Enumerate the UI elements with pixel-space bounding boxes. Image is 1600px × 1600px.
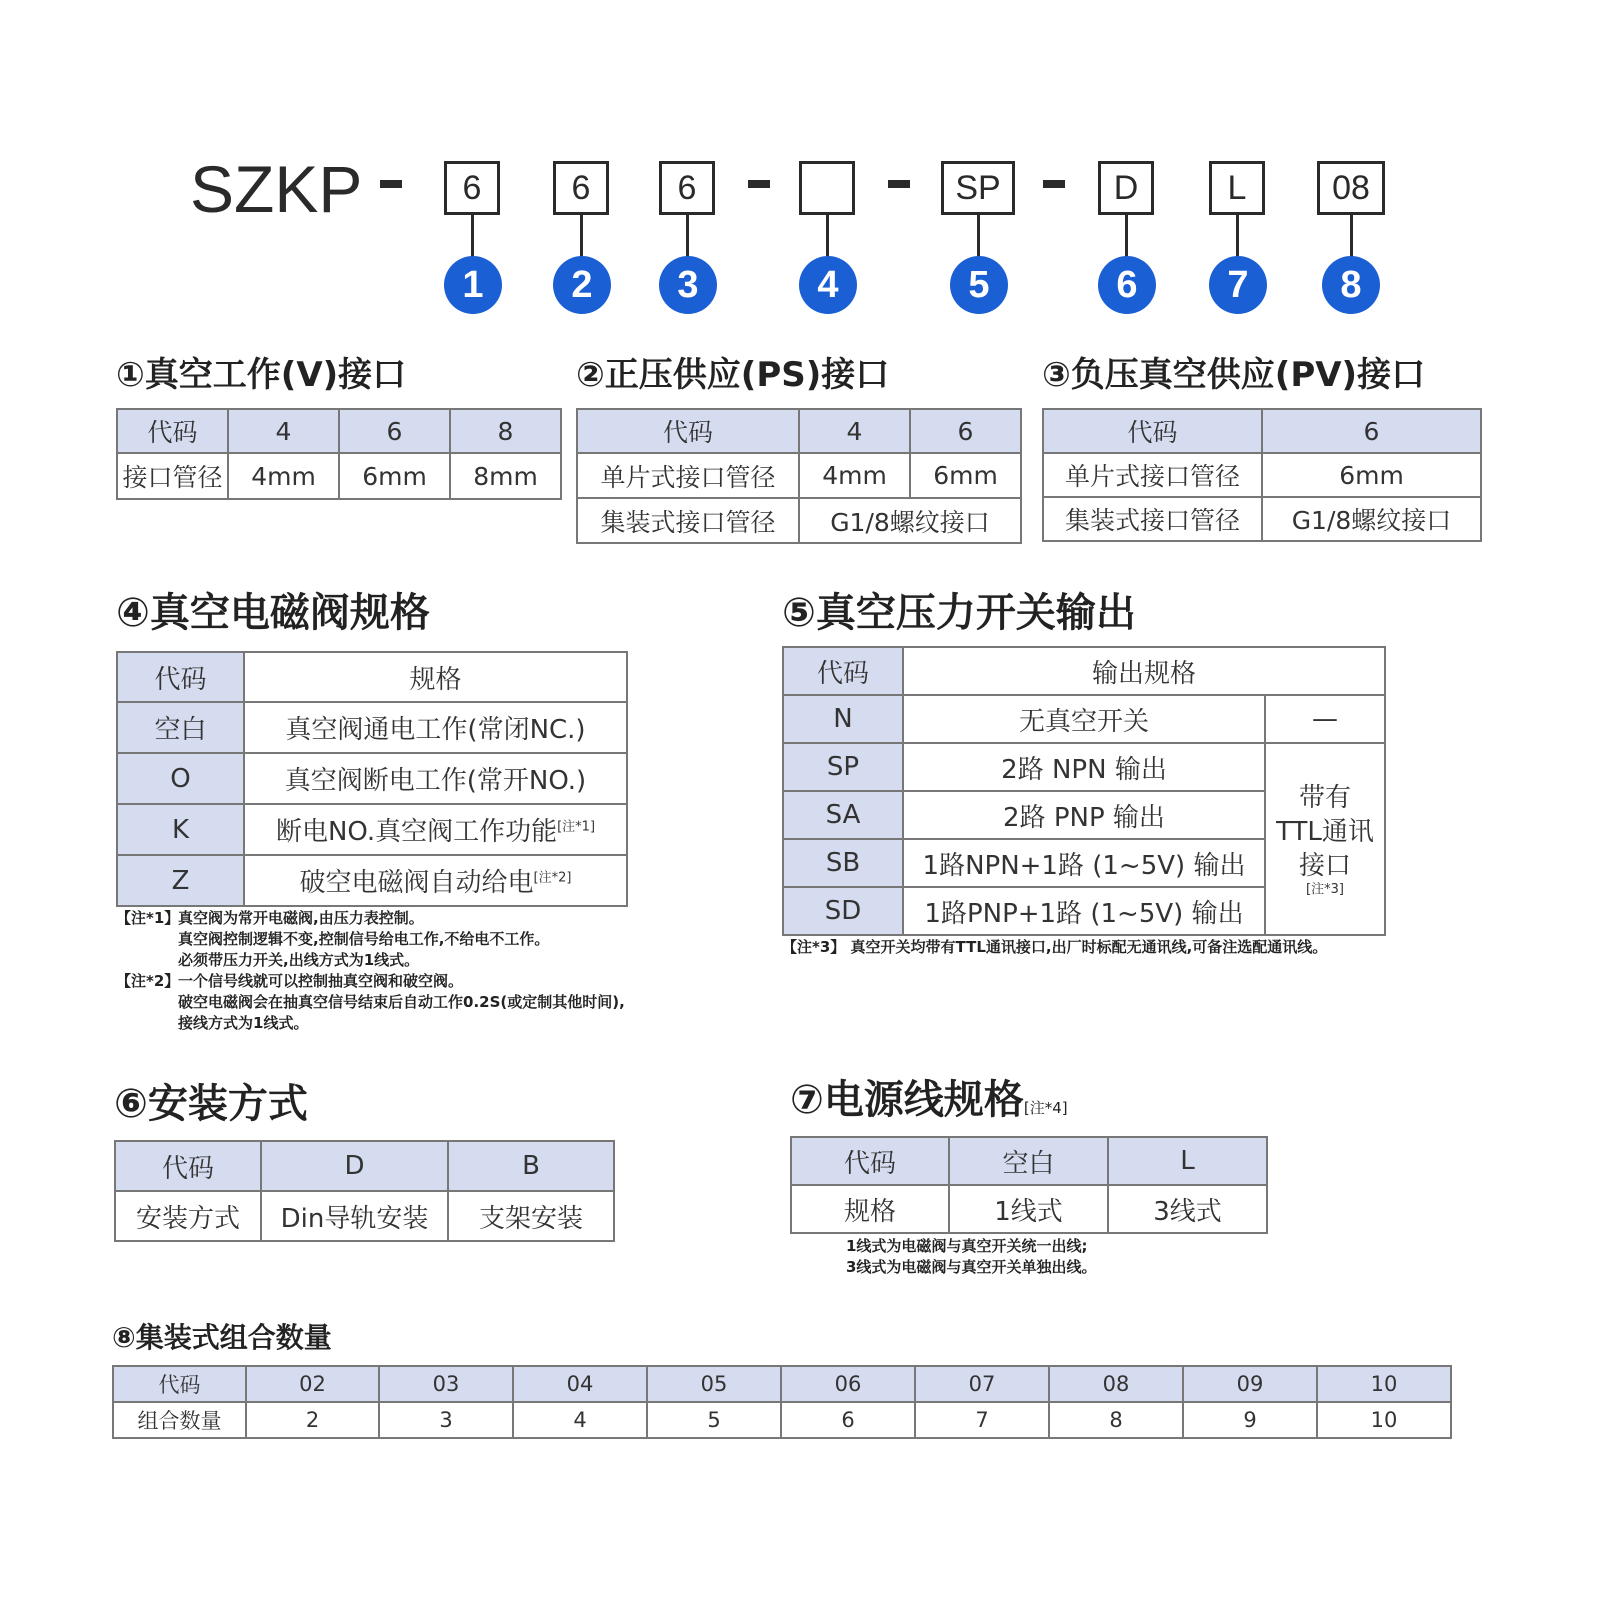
table-cell: 4mm (799, 453, 910, 498)
table-header-cell: 代码 (117, 409, 228, 453)
table-cell: — (1265, 695, 1385, 743)
table-cell: Din导轨安装 (261, 1191, 448, 1241)
spec-text: 真空阀断电工作(常开NO.) (284, 766, 587, 796)
code-box-4 (799, 161, 855, 215)
merged-line: 接口 (1299, 851, 1352, 881)
connector-line (686, 215, 689, 258)
table-header-cell: 09 (1183, 1366, 1317, 1402)
table-cell: 6mm (1262, 453, 1481, 497)
table-header-cell: 4 (228, 409, 339, 453)
table-cell: N (783, 695, 903, 743)
table-header-cell: 06 (781, 1366, 915, 1402)
table-cell: 10 (1317, 1402, 1451, 1438)
section-7-title-text: ⑦电源线规格 (790, 1077, 1024, 1123)
table-cell: 规格 (791, 1185, 949, 1233)
dash-separator (380, 180, 402, 188)
table-cell: SD (783, 887, 903, 935)
section-8-title: ⑧集装式组合数量 (112, 1321, 332, 1354)
note-text: 3线式为电磁阀与真空开关单独出线。 (846, 1258, 1097, 1276)
table-cell: 组合数量 (113, 1402, 246, 1438)
section-7-notes (846, 1236, 1096, 1278)
table-cell: 7 (915, 1402, 1049, 1438)
table-header-cell: 代码 (791, 1137, 949, 1185)
code-box-5: SP (941, 161, 1015, 215)
table-cell: 2路 NPN 输出 (903, 743, 1265, 791)
note-text: 1线式为电磁阀与真空开关统一出线; (846, 1237, 1088, 1255)
section-4-table (116, 651, 628, 907)
table-cell: SP (783, 743, 903, 791)
table-cell: 安装方式 (115, 1191, 261, 1241)
connector-line (1350, 215, 1353, 258)
note-ref: [注*2] (533, 870, 572, 886)
table-header-cell: 代码 (117, 652, 244, 702)
section-7-table (790, 1136, 1268, 1234)
number-badge-8: 8 (1322, 256, 1380, 314)
table-cell: 6 (781, 1402, 915, 1438)
table-cell: 2路 PNP 输出 (903, 791, 1265, 839)
table-cell: 3线式 (1108, 1185, 1267, 1233)
note-text: 必须带压力开关,出线方式为1线式。 (178, 951, 420, 969)
table-header-cell: 6 (910, 409, 1021, 453)
spec-text: 破空电磁阀自动给电 (299, 868, 534, 898)
code-box-3: 6 (659, 161, 715, 215)
table-header-cell: 代码 (113, 1366, 246, 1402)
code-box-2: 6 (553, 161, 609, 215)
table-cell: 6mm (910, 453, 1021, 498)
table-cell: O (117, 753, 244, 804)
table-header-cell: 代码 (783, 647, 903, 695)
dash-separator (748, 180, 770, 188)
note-ref: [注*3] (1306, 882, 1344, 897)
note-ref: [注*1] (557, 819, 596, 835)
note-text: 一个信号线就可以控制抽真空阀和破空阀。 (178, 972, 464, 990)
connector-line (1125, 215, 1128, 258)
table-header-cell: 07 (915, 1366, 1049, 1402)
connector-line (977, 215, 980, 258)
table-header-cell: 代码 (115, 1141, 261, 1191)
table-cell (244, 753, 627, 804)
table-cell: K (117, 804, 244, 855)
connector-line (826, 215, 829, 258)
table-cell: 3 (379, 1402, 513, 1438)
note-text: 接线方式为1线式。 (178, 1014, 309, 1032)
number-badge-1: 1 (444, 256, 502, 314)
table-cell: 单片式接口管径 (1043, 453, 1262, 497)
table-cell (244, 855, 627, 906)
number-badge-5: 5 (950, 256, 1008, 314)
table-cell: 1路NPN+1路 (1~5V) 输出 (903, 839, 1265, 887)
table-header-cell: 代码 (1043, 409, 1262, 453)
table-header-cell: 规格 (244, 652, 627, 702)
table-cell: 6mm (339, 453, 450, 499)
table-cell: SA (783, 791, 903, 839)
spec-text: 真空阀通电工作(常闭NC.) (285, 715, 586, 745)
table-header-cell: 4 (799, 409, 910, 453)
note-ref: [注*4] (1023, 1099, 1068, 1117)
connector-line (1236, 215, 1239, 258)
section-4-notes (116, 908, 625, 1034)
model-prefix: SZKP (190, 152, 363, 226)
code-box-8: 08 (1317, 161, 1385, 215)
note-text: 真空阀控制逻辑不变,控制信号给电工作,不给电不工作。 (178, 930, 550, 948)
table-cell: 8mm (450, 453, 561, 499)
table-header-cell: 05 (647, 1366, 781, 1402)
table-cell: 集装式接口管径 (577, 498, 799, 543)
section-1-title: ①真空工作(V)接口 (116, 355, 407, 395)
note-label: 【注*1】 (116, 909, 180, 927)
table-header-cell: 输出规格 (903, 647, 1385, 695)
section-6-title: ⑥安装方式 (114, 1081, 308, 1127)
table-cell: 接口管径 (117, 453, 228, 499)
table-cell: 单片式接口管径 (577, 453, 799, 498)
table-cell: 集装式接口管径 (1043, 497, 1262, 541)
table-cell: 5 (647, 1402, 781, 1438)
table-header-cell: 空白 (949, 1137, 1108, 1185)
section-3-title: ③负压真空供应(PV)接口 (1042, 355, 1426, 395)
table-header-cell: 08 (1049, 1366, 1183, 1402)
code-box-1: 6 (444, 161, 500, 215)
number-badge-4: 4 (799, 256, 857, 314)
table-cell: 无真空开关 (903, 695, 1265, 743)
section-7-title (790, 1077, 1068, 1123)
table-cell: 4 (513, 1402, 647, 1438)
section-5-title: ⑤真空压力开关输出 (782, 590, 1136, 636)
table-cell: 1路PNP+1路 (1~5V) 输出 (903, 887, 1265, 935)
table-cell: 2 (246, 1402, 379, 1438)
table-cell: 4mm (228, 453, 339, 499)
section-6-table (114, 1140, 615, 1242)
section-3-table (1042, 408, 1482, 542)
table-cell: Z (117, 855, 244, 906)
section-5-note: 【注*3】 真空开关均带有TTL通讯接口,出厂时标配无通讯线,可备注选配通讯线。 (782, 938, 1328, 956)
note-label: 【注*2】 (116, 972, 180, 990)
table-header-cell: B (448, 1141, 614, 1191)
section-5-table (782, 646, 1386, 936)
merged-cell (1265, 743, 1385, 935)
section-4-title: ④真空电磁阀规格 (116, 590, 430, 636)
code-box-6: D (1098, 161, 1154, 215)
table-header-cell: 03 (379, 1366, 513, 1402)
table-header-cell: 代码 (577, 409, 799, 453)
table-header-cell: 04 (513, 1366, 647, 1402)
section-2-table (576, 408, 1022, 544)
table-header-cell: 6 (339, 409, 450, 453)
table-header-cell: 10 (1317, 1366, 1451, 1402)
code-box-7: L (1209, 161, 1265, 215)
table-cell: 空白 (117, 702, 244, 753)
table-header-cell: L (1108, 1137, 1267, 1185)
table-cell: G1/8螺纹接口 (799, 498, 1021, 543)
table-cell (244, 804, 627, 855)
number-badge-7: 7 (1209, 256, 1267, 314)
connector-line (471, 215, 474, 258)
table-cell: G1/8螺纹接口 (1262, 497, 1481, 541)
table-cell: 1线式 (949, 1185, 1108, 1233)
table-header-cell: 8 (450, 409, 561, 453)
table-header-cell: D (261, 1141, 448, 1191)
number-badge-3: 3 (659, 256, 717, 314)
note-text: 真空阀为常开电磁阀,由压力表控制。 (178, 909, 424, 927)
table-cell: 支架安装 (448, 1191, 614, 1241)
number-badge-2: 2 (553, 256, 611, 314)
number-badge-6: 6 (1098, 256, 1156, 314)
dash-separator (1043, 180, 1065, 188)
dash-separator (888, 180, 910, 188)
table-header-cell: 02 (246, 1366, 379, 1402)
section-8-table (112, 1365, 1452, 1439)
connector-line (580, 215, 583, 258)
merged-line: 带有 (1299, 783, 1352, 813)
note-text: 破空电磁阀会在抽真空信号结束后自动工作0.2S(或定制其他时间), (178, 993, 625, 1011)
spec-text: 断电NO.真空阀工作功能 (275, 817, 558, 847)
table-cell: 8 (1049, 1402, 1183, 1438)
table-cell: 9 (1183, 1402, 1317, 1438)
section-1-table (116, 408, 562, 500)
section-2-title: ②正压供应(PS)接口 (576, 355, 890, 395)
table-header-cell: 6 (1262, 409, 1481, 453)
table-cell: SB (783, 839, 903, 887)
table-cell (244, 702, 627, 753)
merged-line: TTL通讯 (1276, 817, 1374, 847)
